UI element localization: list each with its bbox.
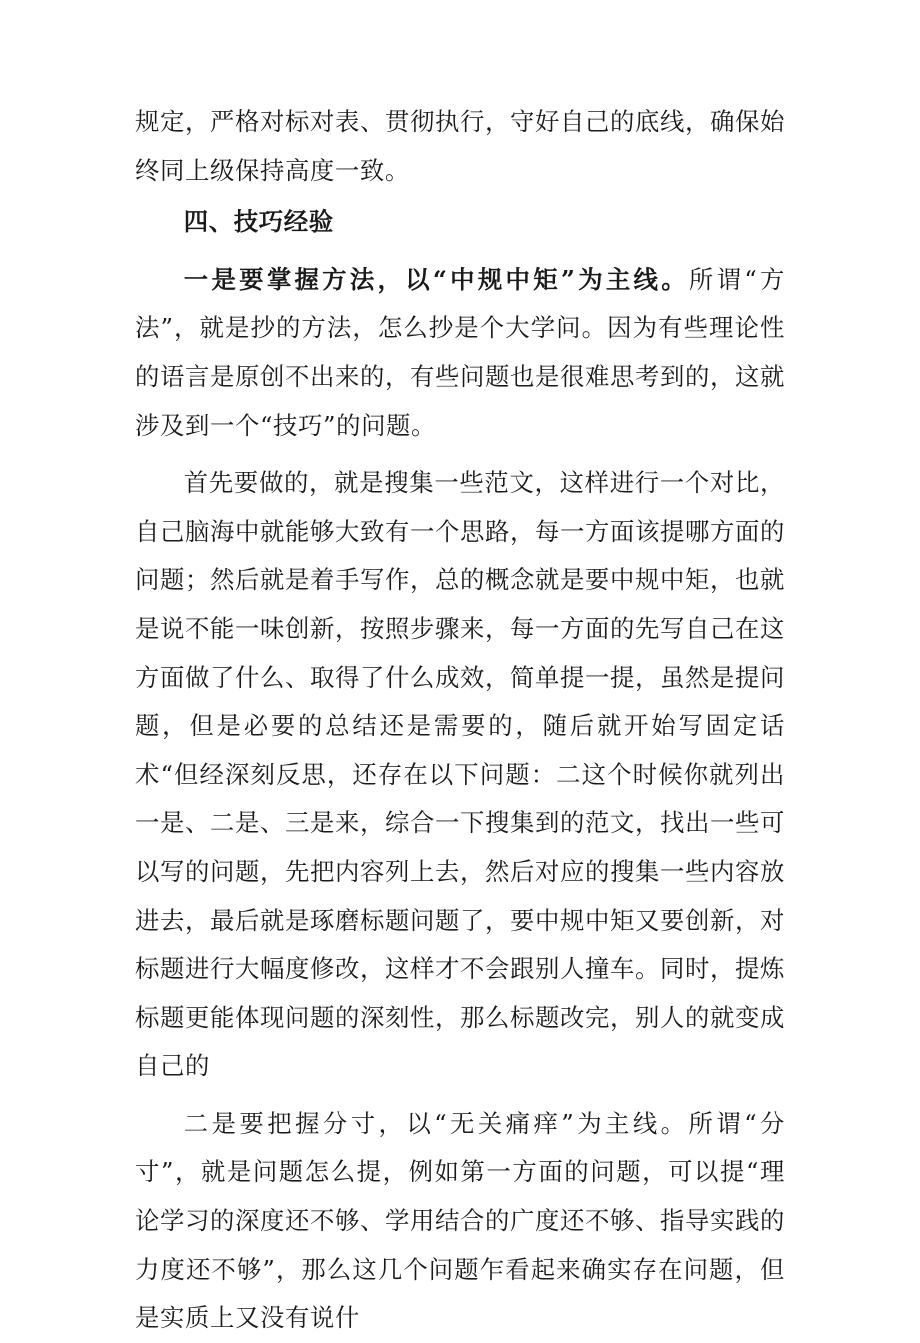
- paragraph-method-lead: 一是要掌握方法，以“中规中矩”为主线。: [183, 264, 689, 294]
- document-page: [135, 98, 785, 1343]
- section-heading: 四、技巧经验: [183, 207, 334, 237]
- paragraph-method: [135, 256, 785, 450]
- paragraph-steps: 首先要做的，就是搜集一些范文，这样进行一个对比，自己脑海中就能够大致有一个思路，每一方面该提哪方面的问题；然后就是着手写作，总的概念就是要中规中矩，也就是说不能一味创新，按照步骤来，每一方面的先写自己在这方面做了什么、取得了什么成效，简单提一提，虽然是提问题，但是必要的总结还是需要的，随后就开始写固定话术“但经深刻反思，还存在以下问题：二这个时候你就列出一是、二是、三是来，综合一下搜集到的范文，找出一些可以写的问题，先把内容列上去，然后对应的搜集一些内容放进去，最后就是琢磨标题问题了，要中规中矩又要创新，对标题进行大幅度修改，这样才不会跟别人撞车。同时，提炼标题更能体现问题的深刻性，那么标题改完，别人的就变成自己的: [135, 468, 785, 1081]
- paragraph-method-body: 所谓“方法”，就是抄的方法，怎么抄是个大学问。因为有些理论性的语言是原创不出来的，有些问题也是很难思考到的，这就涉及到一个“技巧”的问题。: [135, 264, 785, 440]
- paragraph-measure: 二是要把握分寸，以“无关痛痒”为主线。所谓“分寸”，就是问题怎么提，例如第一方面的问题，可以提“理论学习的深度还不够、学用结合的广度还不够、指导实践的力度还不够”，那么这几个问题乍看起来确实存在问题，但是实质上又没有说什: [135, 1108, 785, 1333]
- paragraph-continued: 规定，严格对标对表、贯彻执行，守好自己的底线，确保始终同上级保持高度一致。: [135, 107, 785, 185]
